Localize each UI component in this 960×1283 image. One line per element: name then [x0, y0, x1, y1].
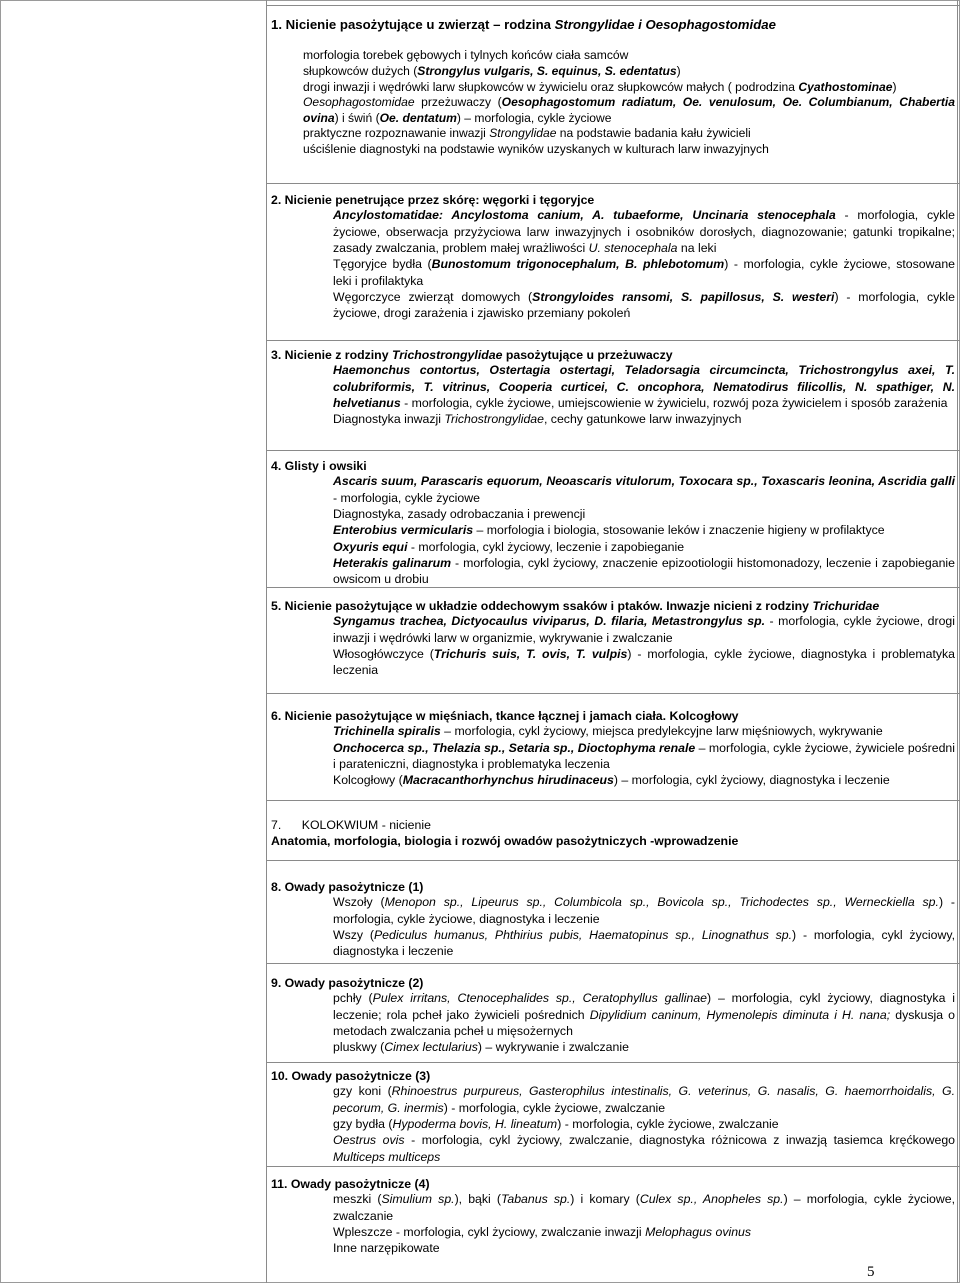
- item-text: - morfologia, cykl życiowy, znaczenie epizootiologii histomonadozy, leczenie i zapobieganie owsicom u drobiu: [333, 555, 955, 587]
- title-segment: 10. Owady pasożytnicze (3): [271, 1069, 431, 1083]
- section-title: [271, 193, 955, 207]
- title-segment: 2. Nicienie penetrujące przez skórę: węgorki i tęgoryjce: [271, 193, 595, 207]
- row-divider: [266, 860, 960, 861]
- item-text: ): [676, 64, 681, 78]
- title-segment: Trichostrongylidae: [391, 348, 503, 362]
- section-s2: [271, 193, 955, 321]
- syllabus-item: [303, 64, 955, 80]
- item-text: Bunostomum trigonocephalum, B. phlebotomum: [431, 257, 725, 272]
- item-text: Trichinella spiralis: [333, 724, 441, 739]
- title-segment: 5. Nicienie pasożytujące w układzie oddechowym ssaków i ptaków. Inwazje nicieni z rodziny: [271, 599, 813, 613]
- table-right-border: [957, 0, 958, 1283]
- item-text: Wpleszcze - morfologia, cykl życiowy, zwalczanie inwazji: [333, 1225, 646, 1239]
- title-segment: 1. Nicienie pasożytujące u zwierząt – rodzina: [271, 17, 555, 32]
- item-text: gzy bydła (: [333, 1117, 393, 1131]
- item-text: Macracanthorhynchus hirudinaceus: [402, 773, 614, 788]
- item-text: Oesophagostomidae: [303, 95, 415, 110]
- item-text: Diagnostyka, zasady odrobaczania i prewencji: [333, 507, 586, 521]
- item-text: Ascaris suum, Parascaris equorum, Neoascaris vitulorum, Toxocara sp., Toxascaris leonina, Ascridia galli: [333, 474, 955, 489]
- title-segment: 6. Nicienie pasożytujące w mięśniach, tkance łącznej i jamach ciała. Kolcogłowy: [271, 709, 739, 723]
- syllabus-item: [333, 772, 955, 788]
- item-text: Inne narzępikowate: [333, 1241, 440, 1256]
- section-title: [271, 1069, 955, 1083]
- colloquium-subtitle: Anatomia, morfologia, biologia i rozwój owadów pasożytniczych -wprowadzenie: [271, 834, 739, 848]
- syllabus-item: [333, 1132, 955, 1165]
- title-segment: 4. Glisty i owsiki: [271, 459, 367, 473]
- item-text: – morfologia, cykl życiowy, miejsca predylekcyjne larw mięśniowych, wykrywanie: [440, 724, 883, 739]
- syllabus-item: [303, 142, 955, 158]
- item-text: praktyczne rozpoznawanie inwazji: [303, 126, 490, 141]
- item-text: ): [892, 79, 897, 94]
- item-text: , cechy gatunkowe larw inwazyjnych: [543, 412, 742, 427]
- item-text: - morfologia, cykle życiowe, drogi inwazji i wędrówki larw w organizmie, wykrywanie i zwalczanie: [333, 614, 955, 645]
- syllabus-item: [333, 411, 955, 427]
- syllabus-item: [333, 740, 955, 773]
- item-text: Oe. dentatum: [379, 110, 457, 125]
- row-divider: [266, 1166, 960, 1167]
- syllabus-item: [333, 506, 955, 522]
- title-segment: 9. Owady pasożytnicze (2): [271, 976, 424, 990]
- item-text: Menopon sp., Lipeurus sp., Columbicola sp., Bovicola sp., Trichodectes sp., Werneckiella sp.: [384, 895, 939, 910]
- section-s11: [271, 1177, 955, 1257]
- section-title: [271, 348, 955, 362]
- title-segment: Trichuridae: [812, 599, 880, 613]
- syllabus-item: [303, 80, 955, 96]
- syllabus-item: [333, 362, 955, 411]
- syllabus-item: [333, 289, 955, 322]
- item-text: – morfologia, cykle życiowe, żywiciele pośredni i parateniczni, diagnostyka i problematyka leczenia: [333, 740, 955, 771]
- syllabus-item: [333, 473, 955, 506]
- item-text: dyskusja o metodach zwalczania pcheł u mięsożernych: [333, 1007, 955, 1038]
- item-text: na leki: [677, 241, 717, 255]
- syllabus-item: [333, 927, 955, 960]
- title-segment: Strongylidae i Oesophagostomidae: [554, 17, 776, 32]
- item-text: na podstawie badania kału żywicieli: [556, 126, 751, 141]
- syllabus-item: [333, 522, 955, 538]
- item-text: Hypoderma bovis, H. lineatum: [392, 1117, 558, 1131]
- syllabus-item: [333, 1240, 955, 1256]
- item-text: - morfologia, cykle życiowe: [333, 490, 480, 505]
- item-text: Syngamus trachea, Dictyocaulus viviparus, D. filaria, Metastrongylus sp.: [333, 614, 766, 629]
- title-segment: pasożytujące u przeżuwaczy: [502, 348, 673, 362]
- section-s3: [271, 348, 955, 428]
- section-s4: [271, 459, 955, 587]
- syllabus-item: [333, 1224, 955, 1240]
- item-text: ) - morfologia, cykle życiowe, diagnostyka i problematyka leczenia: [333, 647, 956, 678]
- item-text: Simulium sp.: [381, 1192, 455, 1207]
- item-text: Pulex irritans, Ctenocephalides sp., Ceratophyllus gallinae: [372, 991, 708, 1006]
- item-text: ) - morfologia, cykle życiowe, stosowane leki i profilaktyka: [333, 257, 955, 288]
- item-text: Wszy (: [333, 928, 374, 942]
- item-text: Cimex lectularius: [384, 1040, 478, 1055]
- item-text: meszki (: [333, 1192, 382, 1207]
- item-text: ) - morfologia, cykl życiowy, diagnostyka i leczenie: [333, 928, 955, 959]
- section-title: [271, 976, 955, 990]
- item-text: Rhinoestrus purpureus, Gasterophilus intestinalis, G. veterinus, G. nasalis, G. haemorrhoidalis, G. pecorum, G. inermis: [333, 1084, 956, 1115]
- colloquium-line: 7. KOLOKWIUM - nicienie: [271, 818, 431, 832]
- item-text: Trichostrongylidae: [444, 412, 544, 427]
- section-s6: [271, 709, 955, 789]
- syllabus-item: [333, 256, 955, 289]
- item-text: ) – morfologia, cykle życiowe, zwalczanie: [333, 1192, 956, 1223]
- title-segment: 11. Owady pasożytnicze (4): [271, 1177, 430, 1191]
- row-divider: [266, 1062, 960, 1063]
- item-text: Strongyloides ransomi, S. papillosus, S. westeri: [532, 289, 835, 304]
- item-text: Wszoły (: [333, 895, 385, 910]
- page-number: 5: [867, 1264, 875, 1280]
- item-text: Trichuris suis, T. ovis, T. vulpis: [433, 647, 628, 661]
- item-text: - morfologia, cykl życiowy, leczenie i zapobieganie: [407, 539, 685, 554]
- syllabus-item: [333, 1039, 955, 1055]
- syllabus-item: [333, 1191, 955, 1224]
- item-text: morfologia torebek gębowych i tylnych końców ciała samców: [303, 48, 629, 63]
- item-text: Pediculus humanus, Phthirius pubis, Haematopinus sp., Linognathus sp.: [373, 928, 793, 942]
- syllabus-item: [333, 990, 955, 1039]
- item-text: Tabanus sp.: [501, 1192, 571, 1207]
- syllabus-item: [333, 1116, 955, 1132]
- section-title: [271, 18, 955, 32]
- item-text: Kolcogłowy (: [333, 773, 403, 788]
- item-text: ) - morfologia, cykle życiowe, zwalczanie: [557, 1117, 779, 1131]
- row-divider: [266, 963, 960, 964]
- syllabus-item: [333, 646, 955, 679]
- syllabus-item: [333, 207, 955, 256]
- item-text: ) – morfologia, cykl życiowy, diagnostyka i leczenie; rola pcheł jako żywicieli pośrednich: [333, 991, 955, 1022]
- item-text: ) – morfologia, cykl życiowy, diagnostyka i leczenie: [613, 773, 890, 788]
- section-s9: [271, 976, 955, 1056]
- item-text: pchły (: [333, 991, 373, 1006]
- row-divider: [266, 450, 960, 451]
- item-text: ) - morfologia, cykle życiowe, drogi zarażenia i zjawisko przemiany pokoleń: [333, 289, 955, 321]
- row-divider: [266, 183, 960, 184]
- item-text: słupkowców dużych (: [303, 64, 418, 78]
- section-title: [271, 459, 955, 473]
- item-text: Melophagus ovinus: [645, 1225, 752, 1239]
- section-title: [271, 1177, 955, 1191]
- row-divider: [266, 693, 960, 694]
- syllabus-item: [303, 126, 955, 142]
- item-text: - morfologia, cykle życiowe, umiejscowienie w żywicielu, rozwój poza żywicielem i sposób zarażenia: [400, 396, 948, 410]
- item-text: Oestrus ovis: [333, 1133, 405, 1148]
- item-text: Strongylidae: [489, 126, 557, 141]
- item-text: Onchocerca sp., Thelazia sp., Setaria sp., Dioctophyma renale: [333, 740, 696, 755]
- item-text: Culex sp., Anopheles sp.: [639, 1192, 784, 1207]
- syllabus-item: [303, 48, 955, 64]
- section-title: [271, 709, 955, 723]
- item-text: Diagnostyka inwazji: [333, 412, 445, 427]
- item-text: Cyathostominae: [798, 79, 893, 94]
- syllabus-item: [333, 723, 955, 739]
- item-text: Haemonchus contortus, Ostertagia ostertagi, Teladorsagia circumcincta, Trichostrongylus axei, T. colubriformis, T. vitrinus, Cooperia curticei, C. oncophora, Nematodirus filicollis, N. spathiger, N. helvetianus: [333, 363, 955, 410]
- syllabus-item: [333, 539, 955, 555]
- item-text: Oxyuris equi: [333, 539, 408, 554]
- row-divider: [266, 800, 960, 801]
- section-s5: [271, 599, 955, 679]
- section-title: [271, 880, 955, 894]
- item-text: Heterakis galinarum: [333, 555, 452, 570]
- item-text: Tęgoryjce bydła (: [333, 257, 432, 272]
- item-text: Strongylus vulgaris, S. equinus, S. edentatus: [417, 64, 677, 78]
- item-text: uściślenie diagnostyki na podstawie wyników uzyskanych w kulturach larw inwazyjnych: [303, 141, 769, 156]
- item-text: U. stenocephala: [588, 241, 678, 255]
- item-text: Węgorczyce zwierząt domowych (: [333, 289, 533, 304]
- syllabus-item: [333, 555, 955, 588]
- section-s7: [271, 817, 955, 849]
- item-text: gzy koni (: [333, 1084, 392, 1099]
- title-segment: 8. Owady pasożytnicze (1): [271, 880, 424, 894]
- item-text: ) i świń (: [334, 110, 380, 125]
- row-divider: [266, 340, 960, 341]
- item-text: pluskwy (: [333, 1040, 385, 1055]
- section-title: [271, 599, 955, 613]
- section-s1: [271, 18, 955, 158]
- item-text: – morfologia i biologia, stosowanie leków i znaczenie higieny w profilaktyce: [473, 523, 885, 538]
- item-text: ) - morfologia, cykle życiowe, diagnostyka i leczenie: [333, 895, 955, 926]
- syllabus-item: [303, 95, 955, 126]
- item-text: ) – morfologia, cykle życiowe: [456, 110, 612, 125]
- syllabus-item: [333, 1083, 955, 1116]
- item-text: Oesophagostomum radiatum, Oe. venulosum, Oe. Columbianum, Chabertia ovina: [303, 95, 955, 125]
- row-divider: [266, 5, 960, 6]
- section-s10: [271, 1069, 955, 1165]
- item-text: przeżuwaczy (: [414, 95, 502, 110]
- title-segment: 3. Nicienie z rodziny: [271, 348, 392, 362]
- item-text: Enterobius vermicularis: [333, 523, 474, 538]
- item-text: ), bąki (: [454, 1192, 501, 1207]
- item-text: Włosogłówczyce (: [333, 647, 434, 661]
- item-text: Ancylostomatidae: Ancylostoma canium, A. tubaeforme, Uncinaria stenocephala: [333, 208, 836, 223]
- item-text: Multiceps multiceps: [333, 1149, 441, 1164]
- syllabus-item: [333, 613, 955, 646]
- item-text: - morfologia, cykl życiowy, zwalczanie, diagnostyka różnicowa z inwazją tasiemca kręćkowego: [404, 1133, 955, 1148]
- syllabus-item: [333, 894, 955, 927]
- item-text: ) – wykrywanie i zwalczanie: [477, 1040, 629, 1055]
- item-text: drogi inwazji i wędrówki larw słupkowców w żywicielu oraz słupkowców małych ( podrodzina: [303, 79, 799, 94]
- item-text: Dipylidium caninum, Hymenolepis diminuta i H. nana;: [589, 1007, 891, 1022]
- section-s8: [271, 880, 955, 960]
- table-left-border: [266, 0, 267, 1283]
- item-text: ) i komary (: [570, 1192, 640, 1207]
- item-text: ) - morfologia, cykle życiowe, zwalczanie: [443, 1100, 666, 1115]
- item-text: - morfologia, cykle życiowe, obserwacja przyżyciowa larw inwazyjnych i osobników dorosłych, diagnozowanie; gatunki tropikalne; zasady zwalczania, problem małej wrażliwości: [333, 208, 955, 255]
